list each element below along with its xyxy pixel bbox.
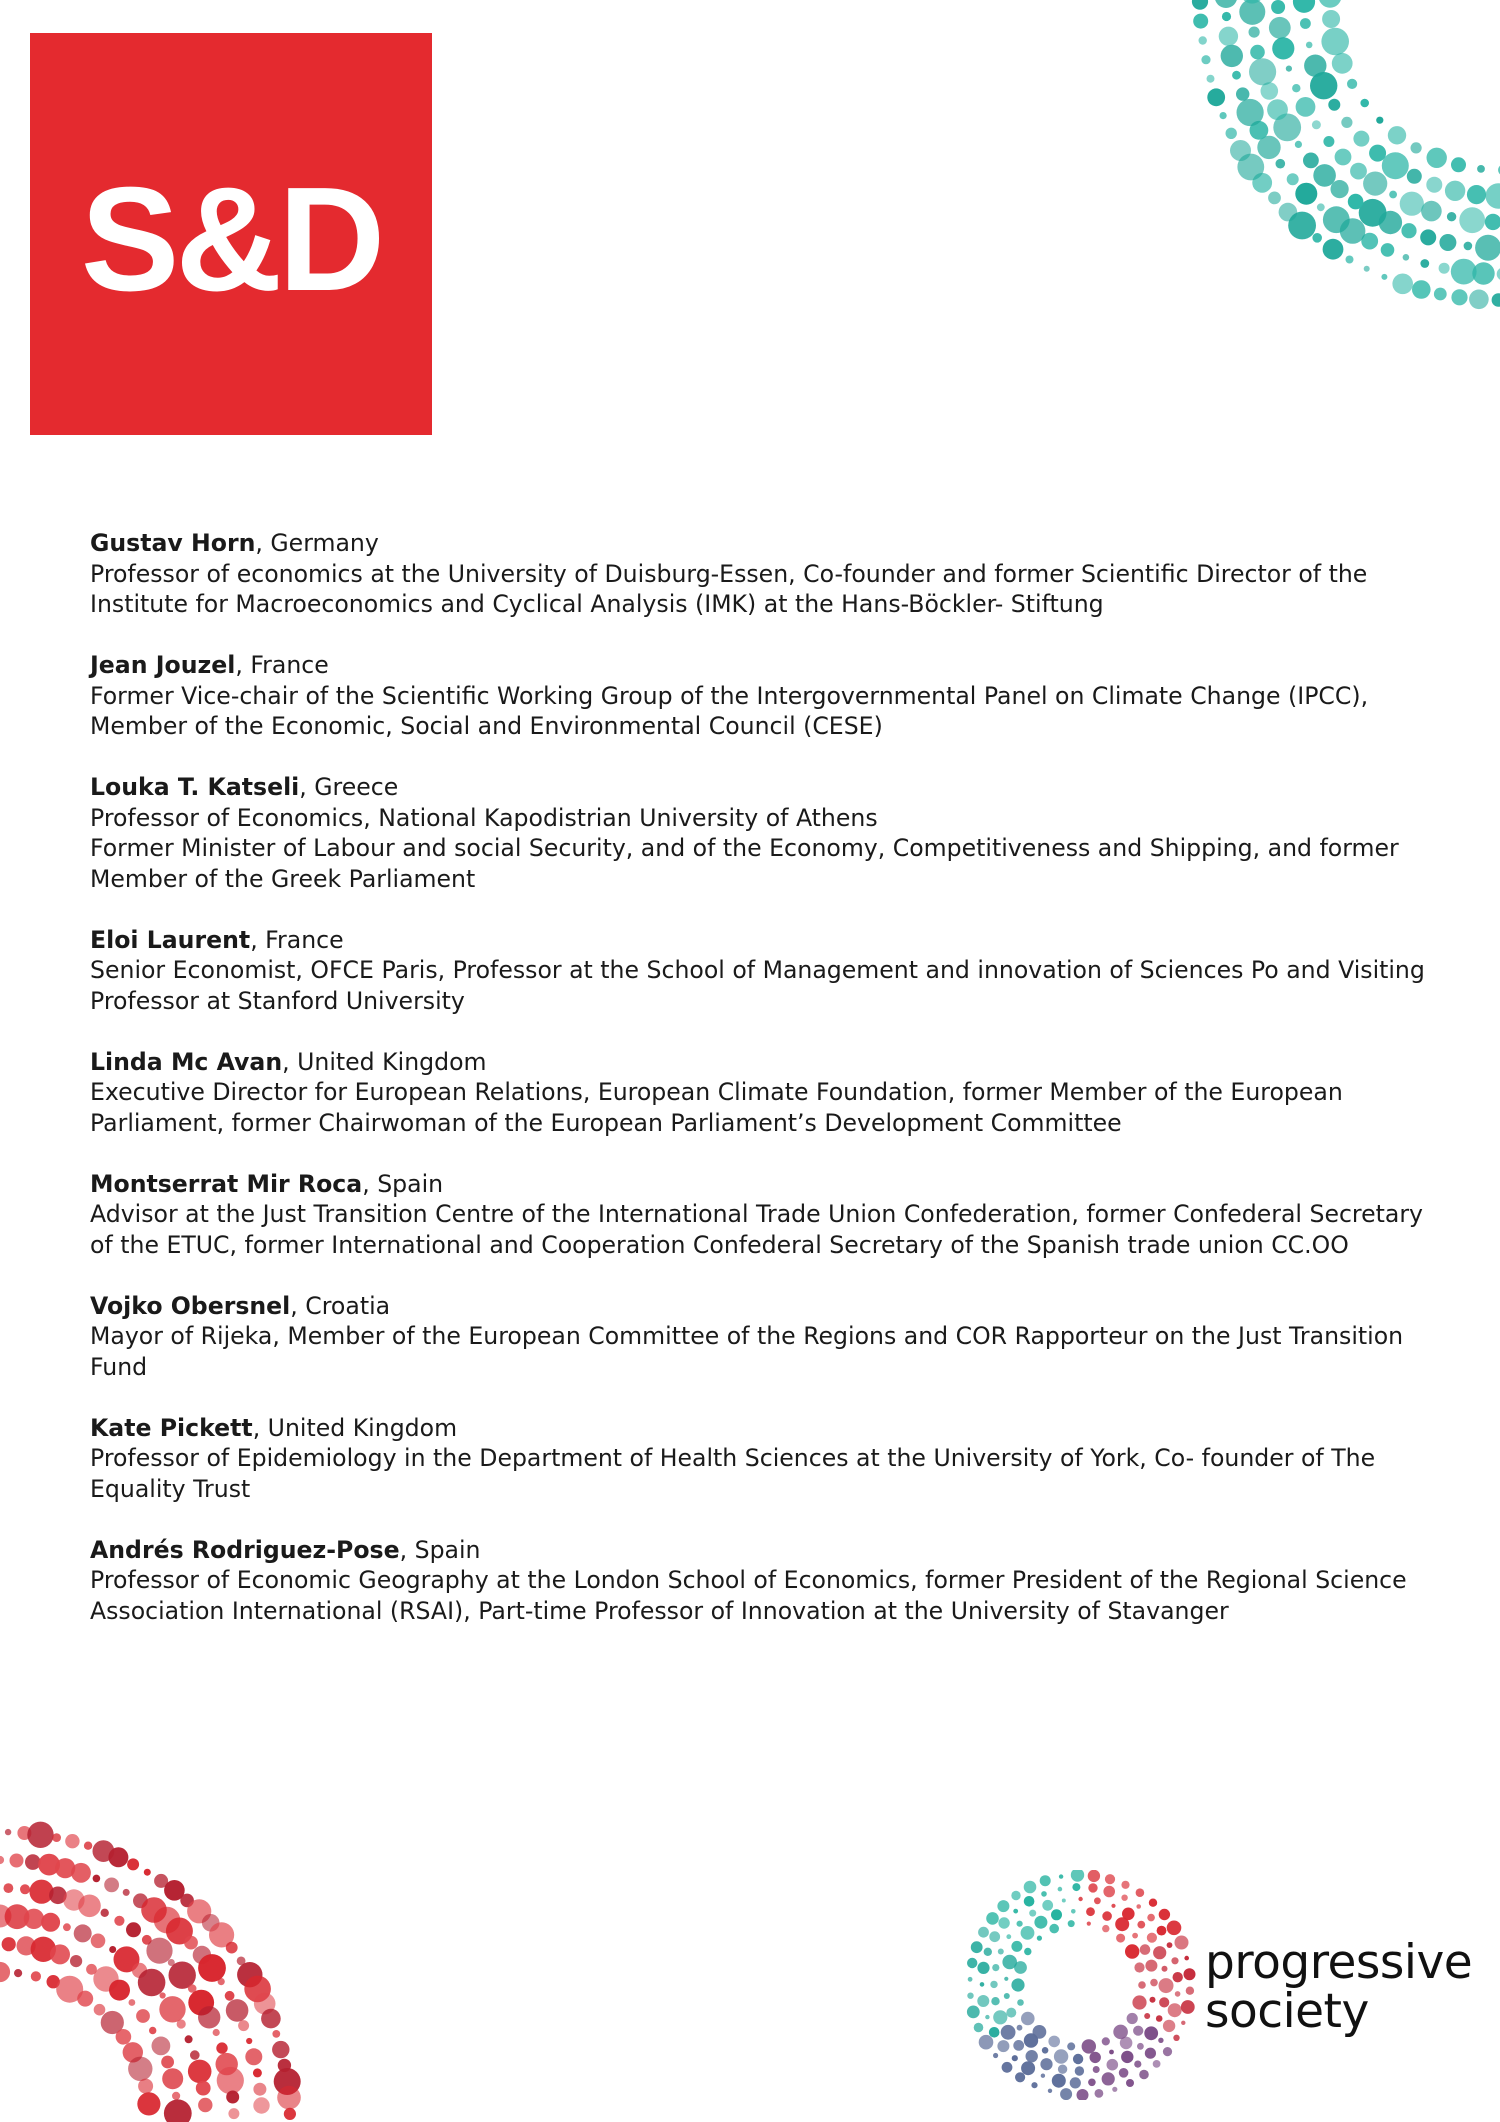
wordmark-line-1: progressive bbox=[1205, 1935, 1473, 1990]
member-heading bbox=[90, 925, 1430, 956]
progressive-society-wordmark bbox=[1205, 1935, 1473, 2039]
member-country: , Croatia bbox=[290, 1291, 391, 1320]
member-country: , Spain bbox=[399, 1535, 481, 1564]
member-name: Vojko Obersnel bbox=[90, 1291, 291, 1320]
member-description-line: Member of the Greek Parliament bbox=[90, 864, 476, 893]
member-description-line: Institute for Macroeconomics and Cyclical Analysis (IMK) at the Hans-Böckler- Stiftung bbox=[90, 590, 1104, 618]
member-name: Jean Jouzel bbox=[90, 651, 236, 679]
member-entry bbox=[90, 1535, 1430, 1627]
member-description-line: of the ETUC, former International and Cooperation Confederal Secretary of the Spanish trade union CC.OO bbox=[90, 1230, 1349, 1259]
member-description-line: Association International (RSAI), Part-time Professor of Innovation at the University of Stavanger bbox=[90, 1596, 1229, 1625]
member-description-line: Professor at Stanford University bbox=[90, 986, 465, 1015]
member-description-line: Advisor at the Just Transition Centre of the International Trade Union Confederation, former Confederal Secretary bbox=[90, 1200, 1423, 1228]
member-country: , United Kingdom bbox=[282, 1047, 487, 1076]
member-name: Linda Mc Avan bbox=[90, 1047, 283, 1076]
sd-logo-text: S&D bbox=[80, 157, 382, 322]
member-description-line: Professor of Epidemiology in the Department of Health Sciences at the University of York, Co- founder of The bbox=[90, 1444, 1376, 1472]
member-heading bbox=[90, 650, 1430, 681]
member-country: , Germany bbox=[255, 529, 379, 557]
member-entry bbox=[90, 772, 1430, 894]
member-description-line: Former Vice-chair of the Scientific Working Group of the Intergovernmental Panel on Climate Change (IPCC), bbox=[90, 681, 1369, 710]
member-description-line: Mayor of Rijeka, Member of the European Committee of the Regions and COR Rapporteur on the Just Transition bbox=[90, 1322, 1404, 1350]
member-entry bbox=[90, 1413, 1430, 1505]
member-heading bbox=[90, 1535, 1430, 1566]
member-heading bbox=[90, 1291, 1430, 1322]
member-heading bbox=[90, 1047, 1430, 1078]
red-dot-ring-decoration bbox=[0, 1762, 420, 2122]
member-description-line: Senior Economist, OFCE Paris, Professor at the School of Management and innovation of Sciences Po and Visiting bbox=[90, 956, 1425, 984]
teal-dot-ring-decoration bbox=[1080, 0, 1500, 400]
member-description-line: Fund bbox=[90, 1352, 148, 1381]
wordmark-line-2: society bbox=[1205, 1984, 1369, 2039]
member-description-line: Professor of economics at the University of Duisburg-Essen, Co-founder and former Scientific Director of the bbox=[90, 559, 1368, 588]
member-description-line: Parliament, former Chairwoman of the European Parliament’s Development Committee bbox=[90, 1108, 1122, 1137]
member-entry bbox=[90, 528, 1430, 620]
member-entry bbox=[90, 650, 1430, 742]
member-name: Kate Pickett bbox=[90, 1413, 253, 1442]
member-entry bbox=[90, 1291, 1430, 1383]
member-name: Eloi Laurent bbox=[90, 925, 251, 954]
member-entry bbox=[90, 925, 1430, 1017]
member-name: Gustav Horn bbox=[90, 529, 256, 557]
member-name: Montserrat Mir Roca bbox=[90, 1169, 363, 1198]
member-description-line: Executive Director for European Relations, European Climate Foundation, former Member of the European bbox=[90, 1078, 1343, 1106]
member-heading bbox=[90, 772, 1430, 803]
member-description-line: Former Minister of Labour and social Security, and of the Economy, Competitiveness and Shipping, and former bbox=[90, 834, 1399, 862]
member-name: Louka T. Katseli bbox=[90, 773, 300, 801]
member-country: , France bbox=[235, 651, 329, 679]
member-entry bbox=[90, 1169, 1430, 1261]
member-description-line: Professor of Economics, National Kapodistrian University of Athens bbox=[90, 803, 878, 832]
sd-logo bbox=[30, 33, 432, 435]
member-country: , Spain bbox=[362, 1169, 444, 1198]
member-name: Andrés Rodriguez-Pose bbox=[90, 1535, 400, 1564]
member-entry bbox=[90, 1047, 1430, 1139]
member-heading bbox=[90, 1413, 1430, 1444]
member-description-line: Equality Trust bbox=[90, 1474, 251, 1503]
member-heading bbox=[90, 1169, 1430, 1200]
member-country: , Greece bbox=[299, 773, 399, 801]
progressive-society-ring-icon bbox=[950, 1870, 1210, 2100]
member-country: , France bbox=[250, 925, 344, 954]
member-list bbox=[90, 528, 1430, 1657]
member-heading bbox=[90, 528, 1430, 559]
member-description-line: Professor of Economic Geography at the London School of Economics, former President of the Regional Science bbox=[90, 1566, 1407, 1594]
member-description-line: Member of the Economic, Social and Environmental Council (CESE) bbox=[90, 712, 883, 740]
member-country: , United Kingdom bbox=[252, 1413, 458, 1442]
